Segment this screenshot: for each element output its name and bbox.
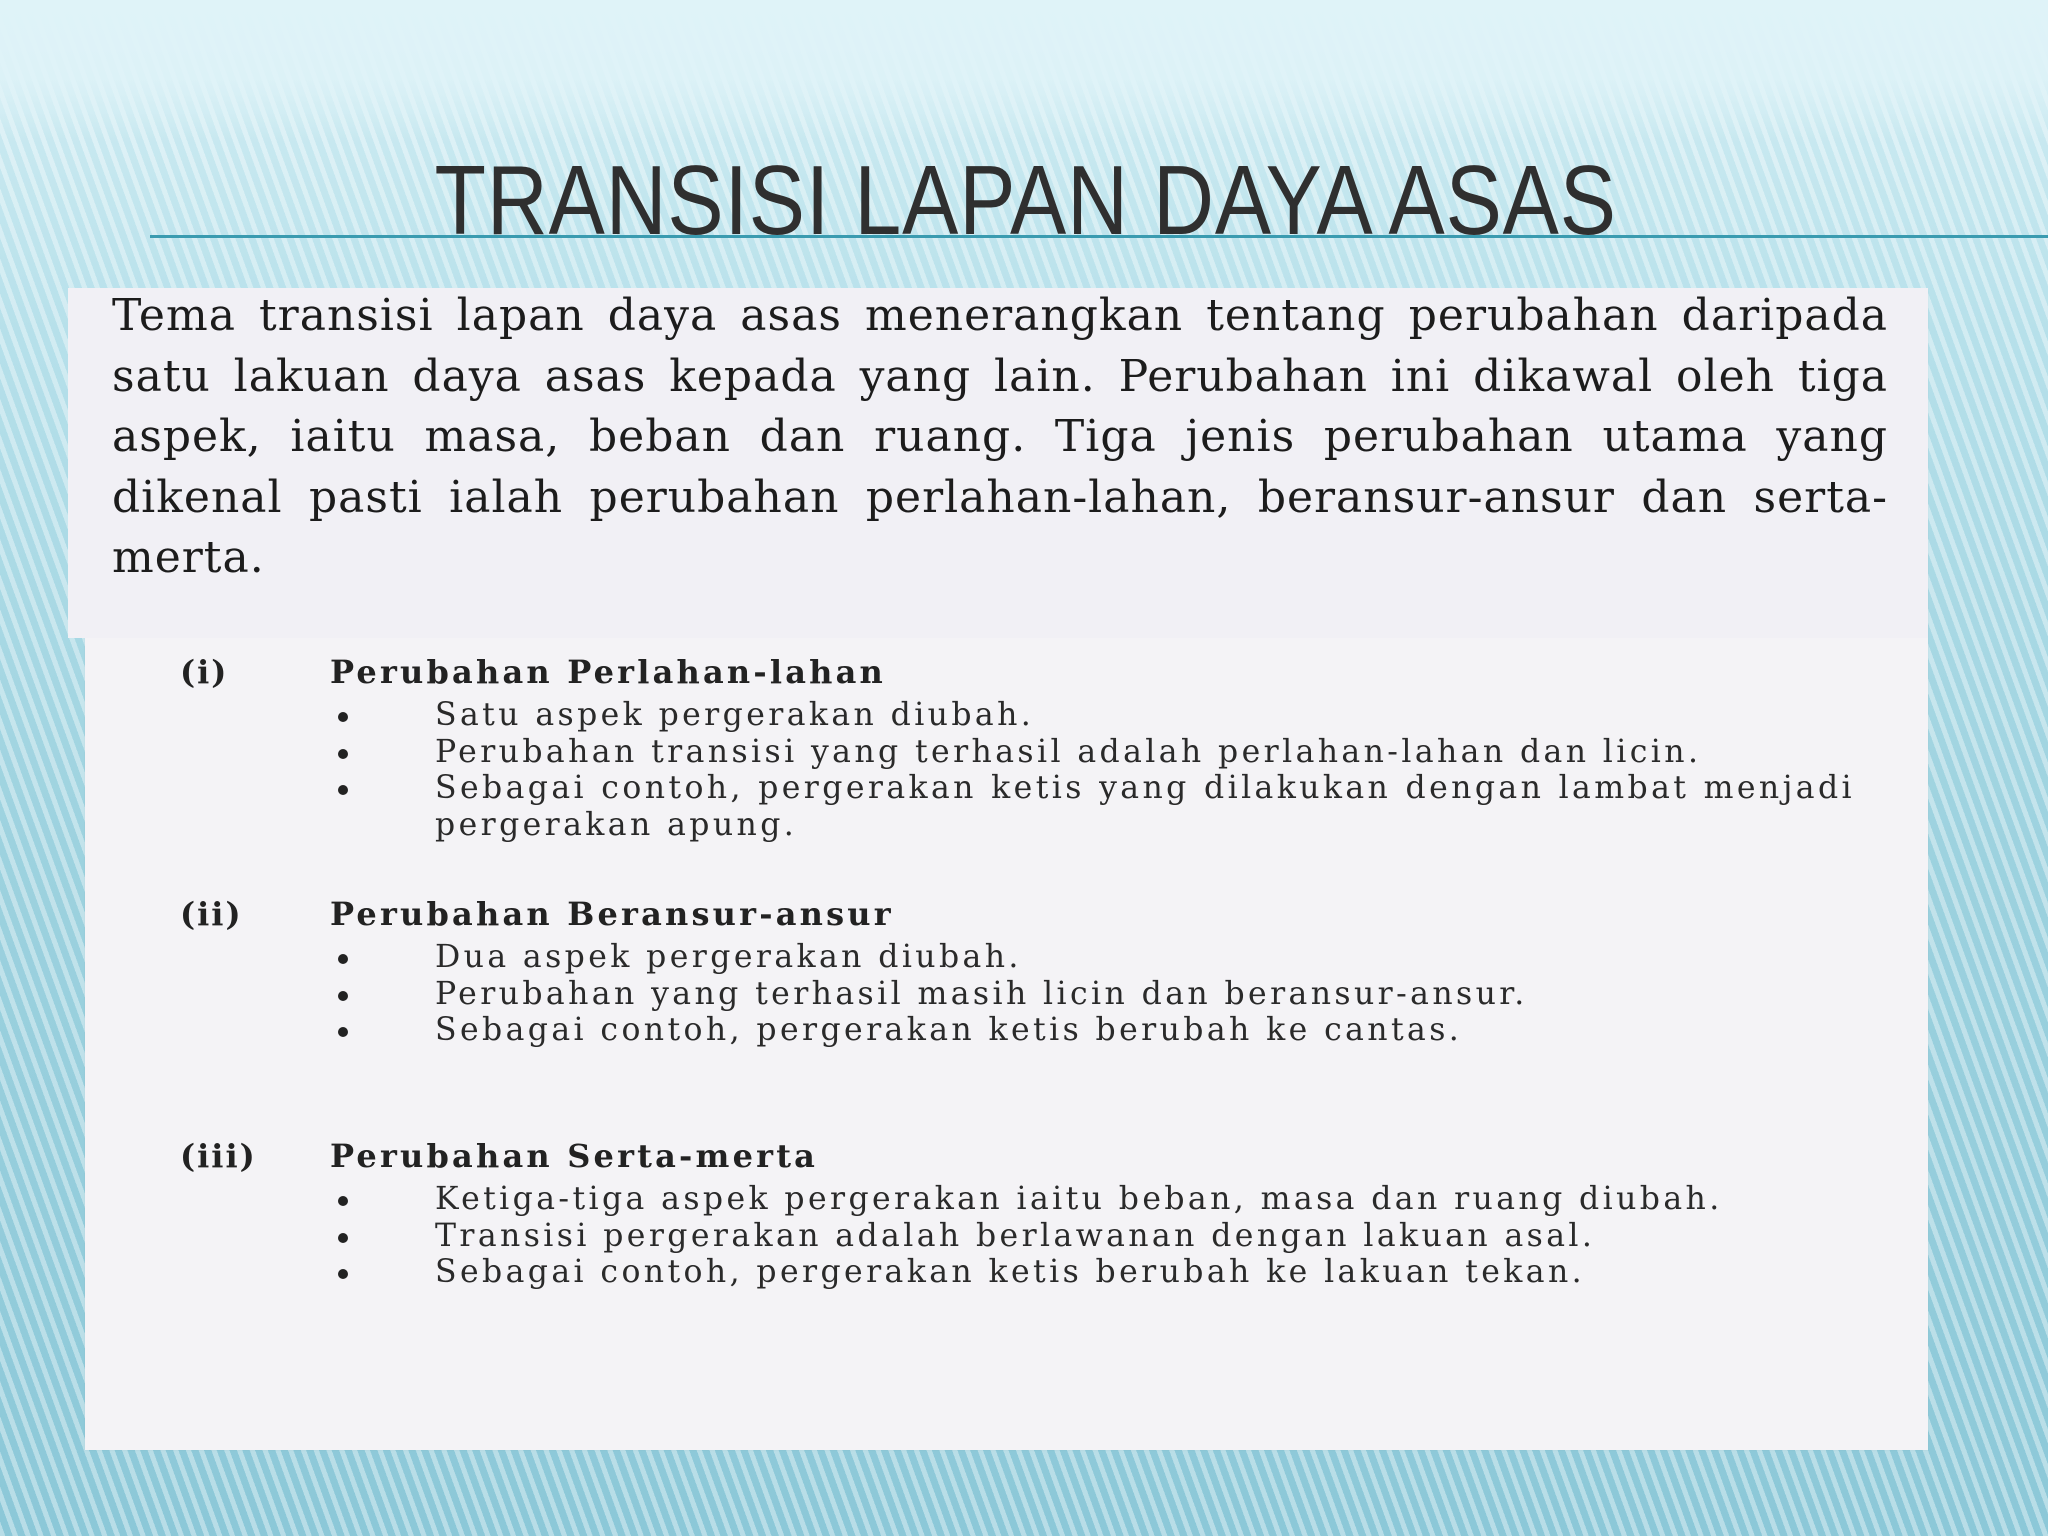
bullet-icon: [338, 954, 348, 964]
bullet-list: [180, 1181, 1860, 1291]
list-item: [180, 1218, 1855, 1255]
bullet-text: Satu aspek pergerakan diubah.: [435, 697, 1035, 733]
section-beransur-ansur: [180, 895, 1860, 1049]
list-item: [180, 976, 1855, 1013]
bullet-text: Sebagai contoh, pergerakan ketis berubah ke cantas.: [435, 1012, 1463, 1048]
bullet-list: [180, 697, 1860, 843]
slide-title: TRANSISI LAPAN DAYA ASAS: [434, 145, 1617, 255]
section-title: Perubahan Serta-merta: [330, 1137, 819, 1175]
list-item: [180, 939, 1855, 976]
bullet-list: [180, 939, 1860, 1049]
bullet-icon: [338, 785, 348, 795]
bullet-icon: [338, 991, 348, 1001]
section-heading: [180, 1137, 1860, 1181]
section-heading: [180, 895, 1860, 939]
list-item: [180, 1012, 1855, 1049]
bullet-text: Sebagai contoh, pergerakan ketis berubah ke lakuan tekan.: [435, 1254, 1586, 1290]
bullet-icon: [338, 749, 348, 759]
list-item: [180, 770, 1855, 843]
bullet-text: Perubahan yang terhasil masih licin dan beransur-ansur.: [435, 975, 1528, 1012]
section-heading: [180, 653, 1860, 697]
bullet-text: Sebagai contoh, pergerakan ketis yang dilakukan dengan lambat menjadi pergerakan apung.: [435, 770, 1855, 843]
bullet-text: Dua aspek pergerakan diubah.: [435, 939, 1022, 975]
bullet-icon: [338, 1233, 348, 1243]
intro-paragraph: Tema transisi lapan daya asas menerangkan tentang perubahan daripada satu lakuan daya asas kepada yang lain. Perubahan ini dikawal oleh tiga aspek, iaitu masa, beban dan ruang. Tiga jenis perubahan utama yang dikenal pasti ialah perubahan perlahan-lahan, beransur-ansur dan serta-merta.: [112, 290, 1888, 583]
section-numeral: (i): [180, 653, 229, 691]
background-haze: [0, 0, 2048, 140]
section-numeral: (ii): [180, 895, 243, 933]
section-title: Perubahan Beransur-ansur: [330, 895, 894, 933]
section-title: Perubahan Perlahan-lahan: [330, 653, 887, 691]
section-serta-merta: [180, 1137, 1860, 1291]
list-item: [180, 1254, 1855, 1291]
list-item: [180, 1181, 1855, 1218]
bullet-icon: [338, 712, 348, 722]
bullet-icon: [338, 1196, 348, 1206]
list-item: [180, 697, 1855, 734]
section-perlahan-lahan: [180, 653, 1860, 843]
bullet-text: Perubahan transisi yang terhasil adalah perlahan-lahan dan licin.: [435, 733, 1702, 770]
bullet-icon: [338, 1027, 348, 1037]
bullet-text: Ketiga-tiga aspek pergerakan iaitu beban, masa dan ruang diubah.: [435, 1181, 1723, 1217]
list-item: [180, 734, 1855, 771]
section-numeral: (iii): [180, 1137, 257, 1175]
bullet-icon: [338, 1269, 348, 1279]
bullet-text: Transisi pergerakan adalah berlawanan dengan lakuan asal.: [435, 1217, 1596, 1254]
